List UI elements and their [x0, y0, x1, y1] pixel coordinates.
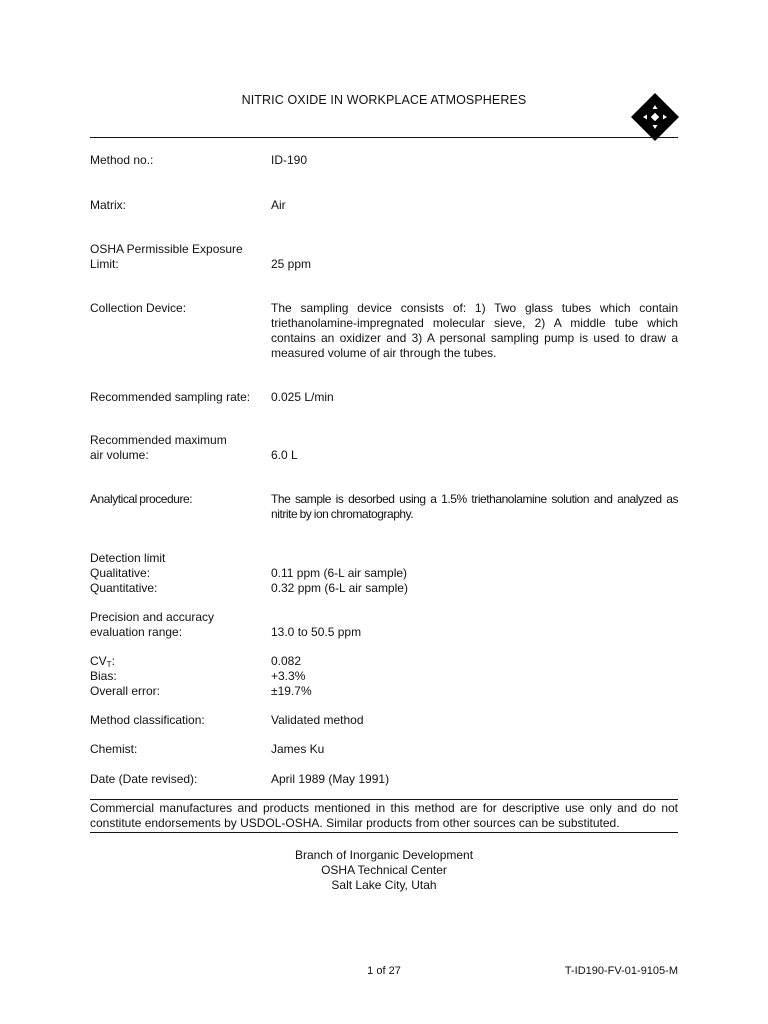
- document-title: NITRIC OXIDE IN WORKPLACE ATMOSPHERES: [241, 93, 527, 107]
- page-number: 1 of 27: [367, 965, 401, 977]
- qualitative-value: 0.11 ppm (6-L air sample): [271, 566, 408, 580]
- cv-value: 0.082: [271, 654, 302, 668]
- detection-limit-label: [90, 551, 266, 596]
- bias-value: +3.3%: [271, 669, 306, 683]
- detection-limit-heading: Detection limit: [90, 551, 166, 565]
- chemist-label: Chemist:: [90, 742, 138, 756]
- branch-line1: Branch of Inorganic Development: [294, 848, 474, 862]
- method-no-label: Method no.:: [90, 153, 154, 167]
- disclaimer-text: Commercial manufactures and products mentioned in this method are for descriptive use only and do not constitute endorsements by USDOL-OSHA. Similar products from other sources can be substituted.: [90, 801, 678, 830]
- cv-label: $CV_T$:: [90, 654, 115, 669]
- statistics-labels: [90, 654, 266, 699]
- pel-label: [90, 242, 266, 272]
- quantitative-label: Quantitative:: [90, 581, 158, 595]
- max-air-volume-value: 6.0 L: [271, 448, 298, 462]
- chemist-value: James Ku: [271, 742, 325, 756]
- precision-range-label: [90, 610, 266, 640]
- max-air-volume-label-line1: Recommended maximum: [90, 433, 227, 447]
- qualitative-label: Qualitative:: [90, 566, 151, 580]
- method-classification-value: Validated method: [271, 713, 364, 727]
- method-classification-label: Method classification:: [90, 713, 205, 727]
- quantitative-value: 0.32 ppm (6-L air sample): [271, 581, 408, 595]
- precision-range-value: 13.0 to 50.5 ppm: [271, 625, 362, 639]
- pel-value: 25 ppm: [271, 257, 312, 271]
- matrix-value: Air: [271, 198, 286, 212]
- max-air-volume-label-line2: air volume:: [90, 448, 149, 462]
- analytical-procedure-label: Analytical procedure:: [90, 492, 193, 506]
- overall-error-value: ±19.7%: [271, 684, 312, 698]
- detection-limit-values: [271, 566, 678, 596]
- method-no-value: ID-190: [271, 153, 308, 167]
- bias-label: Bias:: [90, 669, 117, 683]
- precision-range-label-line1: Precision and accuracy: [90, 610, 215, 624]
- overall-error-label: Overall error:: [90, 684, 161, 698]
- date-value: April 1989 (May 1991): [271, 772, 390, 786]
- osha-diamond-logo-icon: [630, 92, 680, 142]
- max-air-volume-label: [90, 433, 266, 463]
- header-rule: [90, 137, 678, 138]
- collection-device-label: Collection Device:: [90, 301, 187, 315]
- branch-line3: Salt Lake City, Utah: [331, 878, 437, 892]
- disclaimer-bottom-rule: [90, 832, 678, 833]
- analytical-procedure-value: The sample is desorbed using a 1.5% triethanolamine solution and analyzed as nitrite by ion chromatography.: [271, 492, 678, 521]
- pel-label-line2: Limit:: [90, 257, 119, 271]
- sampling-rate-value: 0.025 L/min: [271, 390, 334, 404]
- collection-device-value: The sampling device consists of: 1) Two glass tubes which contain triethanolamine-impregnated molecular sieve, 2) A middle tube which contains an oxidizer and 3) A personal sampling pump is used to draw a measured volume of air through the tubes.: [271, 301, 678, 360]
- disclaimer-top-rule: [90, 799, 678, 800]
- branch-line2: OSHA Technical Center: [321, 863, 447, 877]
- matrix-label: Matrix:: [90, 198, 126, 212]
- sampling-rate-label: Recommended sampling rate:: [90, 390, 251, 404]
- document-id: T-ID190-FV-01-9105-M: [564, 965, 678, 977]
- precision-range-label-line2: evaluation range:: [90, 625, 183, 639]
- pel-label-line1: OSHA Permissible Exposure: [90, 242, 243, 256]
- branch-address: [0, 848, 768, 893]
- date-label: Date (Date revised):: [90, 772, 198, 786]
- statistics-values: [271, 654, 678, 699]
